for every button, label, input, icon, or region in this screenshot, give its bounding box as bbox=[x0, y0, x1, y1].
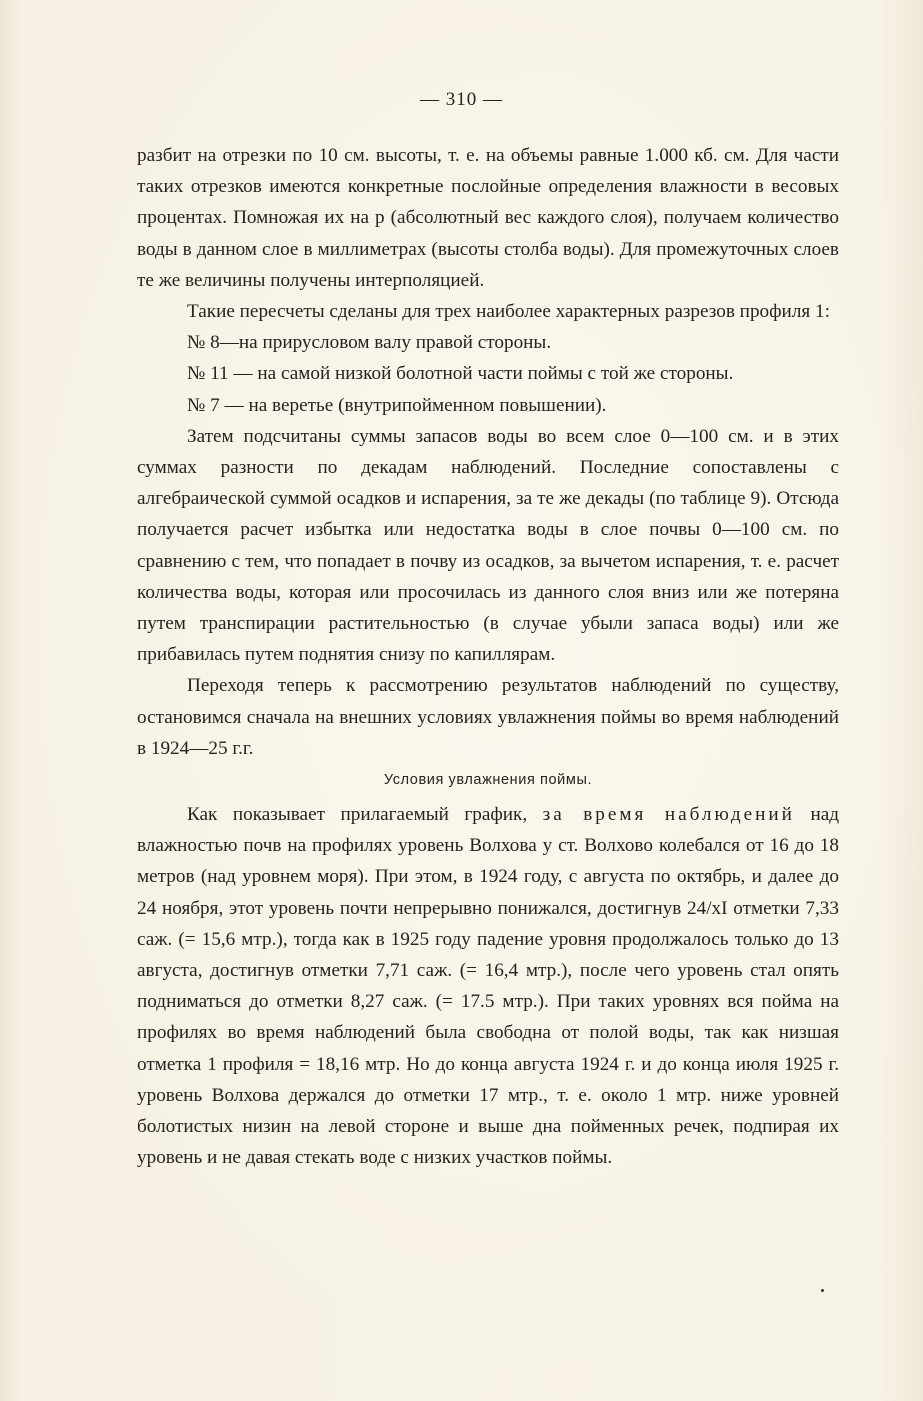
page-number: — 310 — bbox=[420, 89, 503, 110]
paragraph-river-levels bbox=[137, 799, 839, 1173]
paragraph-transition: Переходя теперь к рассмотрению результатов наблюдений по существу, остановимся сначала на внешних условиях увлажнения поймы во время наблюдений в 1924—25 г.г. bbox=[137, 675, 839, 759]
paragraph-continuation: разбит на отрезки по 10 см. высоты, т. е. на объемы равные 1.000 кб. см. Для части таких отрезков имеются конкретные послойные определения влажности в весовых процентах. Помножая их на р (абсолютный вес каждого слоя), получаем количество воды в данном слое в миллиметрах (высоты столба воды). Для промежуточных слоев те же величины получены интерполяцией. bbox=[137, 145, 839, 291]
paragraph-rest: над влажностью почв на профилях уровень Волхова у ст. Волхово колебался от 16 до 18 метров (над уровнем моря). При этом, в 1924 году, с августа по октябрь, и далее до 24 ноября, этот уровень почти непрерывно понижался, достигнув 24/xI отметки 7,33 саж. (= 15,6 мтр.), тогда как в 1925 году падение уровня продолжалось только до 13 августа, достигнув отметки 7,71 саж. (= 16,4 мтр.), после чего уровень стал опять подниматься до отметки 8,27 саж. (= 17.5 мтр.). При таких уровнях вся пойма на профилях во время наблюдений была свободна от полой воды, так как низшая отметка 1 профиля = 18,16 мтр. Но до конца августа 1924 г. и до конца июля 1925 г. уровень Волхова держался до отметки 17 мтр., т. е. около 1 мтр. ниже уровней болотистых низин на левой стороне и выше дна пойменных речек, подпирая их уровень и не давая стекать воде с низких участков поймы. bbox=[137, 804, 839, 1169]
paragraph-water-balance: Затем подсчитаны суммы запасов воды во всем слое 0—100 см. и в этих суммах разности по декадам наблюдений. Последние сопоставлены с алгебраической суммой осадков и испарения, за те же декады (по таблице 9). Отсюда получается расчет избытка или недостатка воды в слое почвы 0—100 см. по сравнению с тем, что попадает в почву из осадков, за вычетом испарения, т. е. расчет количества воды, которая или просочилась из данного слоя вниз или же потеряна путем транспирации растительностью (в случае убыли запаса воды) или же прибавилась путем поднятия снизу по капиллярам. bbox=[137, 425, 839, 666]
list-item-section-11: № 11 — на самой низкой болотной части поймы с той же стороны. bbox=[187, 363, 734, 385]
spaced-emphasis: за время наблюдений bbox=[542, 804, 795, 826]
print-speck bbox=[821, 1289, 824, 1292]
list-item-section-7: № 7 — на веретье (внутрипойменном повышении). bbox=[187, 394, 607, 416]
body-text bbox=[137, 140, 839, 1174]
list-item-section-8: № 8—на прирусловом валу правой стороны. bbox=[187, 332, 552, 354]
section-heading: Условия увлажнения поймы. bbox=[383, 772, 593, 789]
paragraph-recalculations: Такие пересчеты сделаны для трех наиболее характерных разрезов профиля 1: bbox=[187, 301, 830, 323]
paragraph-lead: Как показывает прилагаемый график, bbox=[187, 804, 528, 826]
